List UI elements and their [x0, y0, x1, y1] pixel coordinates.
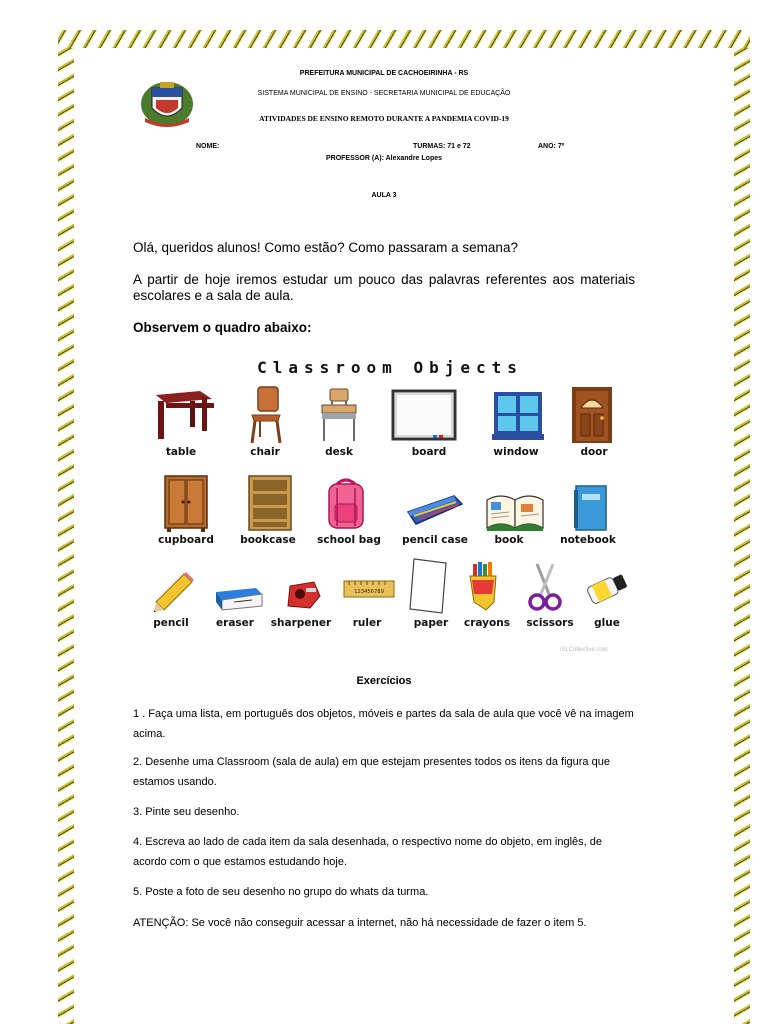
label-eraser: eraser	[216, 617, 254, 629]
classroom-objects-title: Classroom Objects	[257, 358, 523, 377]
label-book: book	[494, 534, 524, 546]
table-icon	[152, 387, 214, 443]
exercise-item-5: 5. Poste a foto de seu desenho no grupo do whats da turma.	[133, 886, 429, 898]
sharpener-icon	[284, 578, 324, 610]
desk-icon	[318, 387, 360, 443]
lesson-number: AULA 3	[371, 192, 397, 199]
exercise-item-1: 1 . Faça uma lista, em português dos objetos, móveis e partes da sala de aula que você vê na imagem acima.	[133, 708, 634, 740]
exercise-item-2: 2. Desenhe uma Classroom (sala de aula) em que estejam presentes todos os itens da figura que estamos usando.	[133, 756, 610, 788]
school-bag-icon	[325, 476, 367, 532]
label-sharpener: sharpener	[270, 617, 332, 629]
nome-label: NOME:	[196, 143, 220, 150]
ruler-icon	[343, 580, 395, 598]
label-crayons: crayons	[464, 617, 510, 629]
label-glue: glue	[594, 617, 620, 629]
pencil-icon	[152, 570, 196, 614]
ruler-digits: 123456789	[354, 589, 384, 595]
label-cupboard: cupboard	[158, 534, 214, 546]
watermark-text: iSLCollective.com	[560, 647, 608, 653]
scissors-icon	[527, 562, 563, 612]
window-icon	[492, 390, 544, 442]
label-table: table	[165, 446, 197, 458]
label-pencil: pencil	[153, 617, 189, 629]
header-activity-title: ATIVIDADES DE ENSINO REMOTO DURANTE A PANDEMIA COVID-19	[259, 114, 509, 123]
cupboard-icon	[163, 474, 209, 532]
notebook-icon	[570, 484, 610, 534]
label-paper: paper	[413, 617, 449, 629]
pencil-border-top	[58, 30, 750, 48]
book-icon	[485, 490, 545, 532]
label-notebook: notebook	[560, 534, 616, 546]
instruction-text: Observem o quadro abaixo:	[133, 320, 312, 335]
label-board: board	[411, 446, 447, 458]
professor-label: PROFESSOR (A): Alexandre Lopes	[325, 155, 443, 162]
glue-icon	[582, 570, 630, 606]
whiteboard-icon	[391, 389, 459, 443]
exercise-item-3: 3. Pinte seu desenho.	[133, 806, 240, 818]
header-education-system: SISTEMA MUNICIPAL DE ENSINO - SECRETARIA MUNICIPAL DE EDUCAÇÃO	[257, 90, 511, 97]
exercises-title: Exercícios	[356, 675, 412, 687]
label-bookcase: bookcase	[240, 534, 296, 546]
label-school-bag: school bag	[317, 534, 381, 546]
door-icon	[571, 386, 613, 444]
label-door: door	[580, 446, 608, 458]
exercise-item-4: 4. Escreva ao lado de cada item da sala desenhada, o respectivo nome do objeto, em inglês, de acordo com o que estamos estudando hoje.	[133, 836, 603, 868]
bookcase-icon	[247, 474, 293, 532]
label-scissors: scissors	[526, 617, 574, 629]
chair-icon	[246, 385, 286, 445]
label-window: window	[493, 446, 539, 458]
crayons-icon	[466, 558, 504, 612]
intro-paragraph: A partir de hoje iremos estudar um pouco das palavras referentes aos materiais escolares e a sala de aula.	[133, 272, 635, 303]
label-desk: desk	[325, 446, 353, 458]
label-ruler: ruler	[352, 617, 382, 629]
turmas-label: TURMAS: 71 e 72	[413, 143, 471, 150]
pencil-case-icon	[404, 490, 464, 530]
ano-label: ANO: 7º	[538, 143, 565, 150]
label-chair: chair	[250, 446, 280, 458]
paper-icon	[408, 557, 448, 615]
header-municipality: PREFEITURA MUNICIPAL DE CACHOEIRINHA - RS	[299, 70, 469, 77]
attention-note: ATENÇÃO: Se você não conseguir acessar a internet, não há necessidade de fazer o item 5.	[133, 917, 587, 929]
eraser-icon	[212, 584, 264, 612]
label-pencil-case: pencil case	[402, 534, 468, 546]
greeting-text: Olá, queridos alunos! Como estão? Como passaram a semana?	[133, 240, 518, 255]
